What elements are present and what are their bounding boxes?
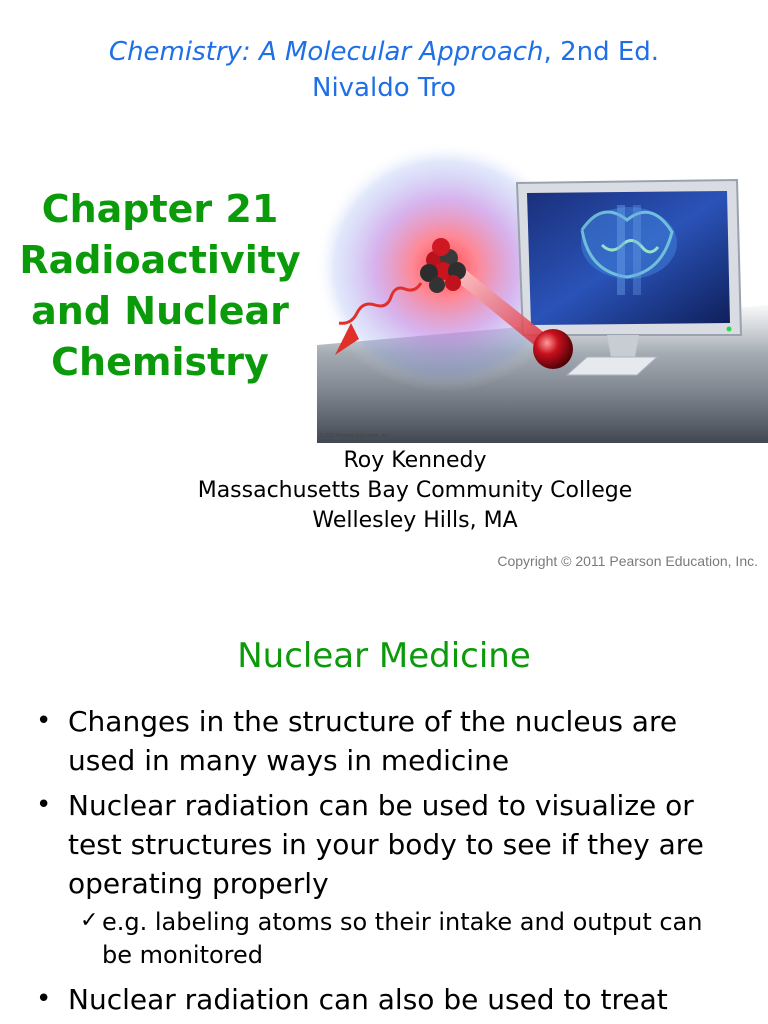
sub-bullet-text: e.g. labeling atoms so their intake and output can be monitored bbox=[102, 908, 703, 969]
institution-location: Wellesley Hills, MA bbox=[312, 508, 518, 533]
bullet-dot-icon: • bbox=[36, 790, 52, 820]
bullet-item bbox=[36, 980, 736, 1019]
chapter-line-4: Chemistry bbox=[51, 340, 269, 384]
institution-name: Massachusetts Bay Community College bbox=[197, 478, 633, 503]
book-author: Nivaldo Tro bbox=[312, 73, 456, 103]
bullet-item bbox=[36, 702, 736, 780]
chapter-line-2: Radioactivity bbox=[19, 238, 301, 282]
chapter-title bbox=[10, 184, 310, 388]
chapter-line-3: and Nuclear bbox=[31, 289, 289, 333]
image-caption: © 2011 Pearson Education, Inc. bbox=[319, 433, 390, 439]
copyright-notice: Copyright © 2011 Pearson Education, Inc. bbox=[497, 553, 758, 569]
bullet-text: Nuclear radiation can also be used to treat bbox=[68, 983, 668, 1016]
author-block bbox=[130, 446, 700, 536]
bullet-text: Nuclear radiation can be used to visualize or test structures in your body to see if they are operating properly bbox=[68, 789, 704, 900]
presenter-name: Roy Kennedy bbox=[343, 448, 487, 473]
bullet-text: Changes in the structure of the nucleus are used in many ways in medicine bbox=[68, 705, 678, 777]
sub-bullet-item bbox=[80, 906, 720, 972]
book-title-italic: Chemistry: A Molecular Approach bbox=[108, 37, 544, 67]
bullet-dot-icon: • bbox=[36, 706, 52, 736]
nuclear-imaging-illustration bbox=[317, 135, 768, 443]
chapter-line-1: Chapter 21 bbox=[41, 187, 279, 231]
book-edition: , 2nd Ed. bbox=[543, 37, 660, 67]
slide-title: Nuclear Medicine bbox=[237, 636, 531, 676]
bullet-item bbox=[36, 786, 736, 903]
book-title bbox=[0, 34, 768, 106]
bullet-dot-icon: • bbox=[36, 984, 52, 1014]
checkmark-icon: ✓ bbox=[80, 908, 99, 933]
